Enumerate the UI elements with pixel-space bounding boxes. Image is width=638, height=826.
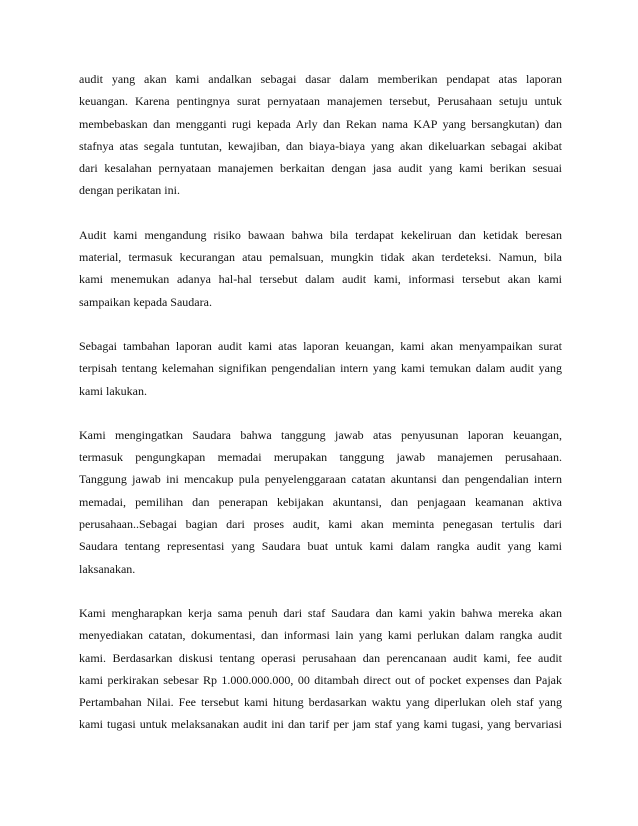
text-line: Sebagai tambahan laporan audit kami atas laporan keuangan, kami akan menyampaikan surat	[79, 338, 562, 353]
text-line: kami menemukan adanya hal-hal tersebut dalam audit kami, informasi tersebut akan kami	[79, 272, 562, 287]
text-line: laksanakan.	[79, 561, 136, 576]
text-line: Tanggung jawab ini mencakup pula penyelenggaraan catatan akuntansi dan pengendalian intern	[79, 472, 562, 487]
paragraph-internal-control-letter	[79, 335, 562, 402]
text-line: Pertambahan Nilai. Fee tersebut kami hitung berdasarkan waktu yang diperlukan oleh staf yang	[79, 695, 562, 710]
text-line: stafnya atas segala tuntutan, kewajiban, dan biaya-biaya yang akan dikeluarkan sebagai akibat	[79, 138, 562, 153]
text-line: keuangan. Karena pentingnya surat pernyataan manajemen tersebut, Perusahaan setuju untuk	[79, 94, 562, 109]
text-line: kami perkirakan sebesar Rp 1.000.000.000, 00 ditambah direct out of pocket expenses dan Pajak	[79, 672, 562, 687]
paragraph-inherent-risk	[79, 224, 562, 313]
text-line: dengan perikatan ini.	[79, 183, 180, 198]
paragraph-cooperation-and-fee	[79, 602, 562, 736]
text-line: terpisah tentang kelemahan signifikan pengendalian intern yang kami temukan dalam audit yang	[79, 361, 562, 376]
paragraph-indemnification	[79, 68, 562, 202]
text-line: Audit kami mengandung risiko bawaan bahwa bila terdapat kekeliruan dan ketidak beresan	[79, 227, 562, 242]
text-line: membebaskan dan mengganti rugi kepada Arly dan Rekan nama KAP yang bersangkutan) dan	[79, 116, 562, 131]
text-line: Kami mengingatkan Saudara bahwa tanggung jawab atas penyusunan laporan keuangan,	[79, 427, 562, 442]
document-page	[79, 68, 562, 758]
text-line: menyediakan catatan, dokumentasi, dan informasi lain yang kami perlukan dalam rangka audit	[79, 628, 562, 643]
text-line: audit yang akan kami andalkan sebagai dasar dalam memberikan pendapat atas laporan	[79, 72, 562, 86]
text-line: memadai, pemilihan dan penerapan kebijakan akuntansi, dan penjagaan keamanan aktiva	[79, 494, 562, 509]
text-line: kami. Berdasarkan diskusi tentang operasi perusahaan dan perencanaan audit kami, fee audit	[79, 650, 562, 665]
text-line: Saudara tentang representasi yang Saudara buat untuk kami dalam rangka audit yang kami	[79, 539, 562, 554]
text-line: kami tugasi untuk melaksanakan audit ini dan tarif per jam staf yang kami tugasi, yang bervariasi	[79, 717, 562, 732]
paragraph-management-responsibility	[79, 424, 562, 580]
text-line: kami lakukan.	[79, 383, 147, 398]
text-line: perusahaan..Sebagai bagian dari proses audit, kami akan meminta penegasan tertulis dari	[79, 517, 562, 532]
text-line: material, termasuk kecurangan atau pemalsuan, mungkin tidak akan terdeteksi. Namun, bila	[79, 250, 562, 265]
text-line: termasuk pengungkapan memadai merupakan tanggung jawab manajemen perusahaan.	[79, 450, 562, 465]
text-line: Kami mengharapkan kerja sama penuh dari staf Saudara dan kami yakin bahwa mereka akan	[79, 605, 562, 620]
text-line: dari kesalahan pernyataan manajemen berkaitan dengan jasa audit yang kami berikan sesuai	[79, 161, 562, 176]
text-line: sampaikan kepada Saudara.	[79, 294, 212, 309]
